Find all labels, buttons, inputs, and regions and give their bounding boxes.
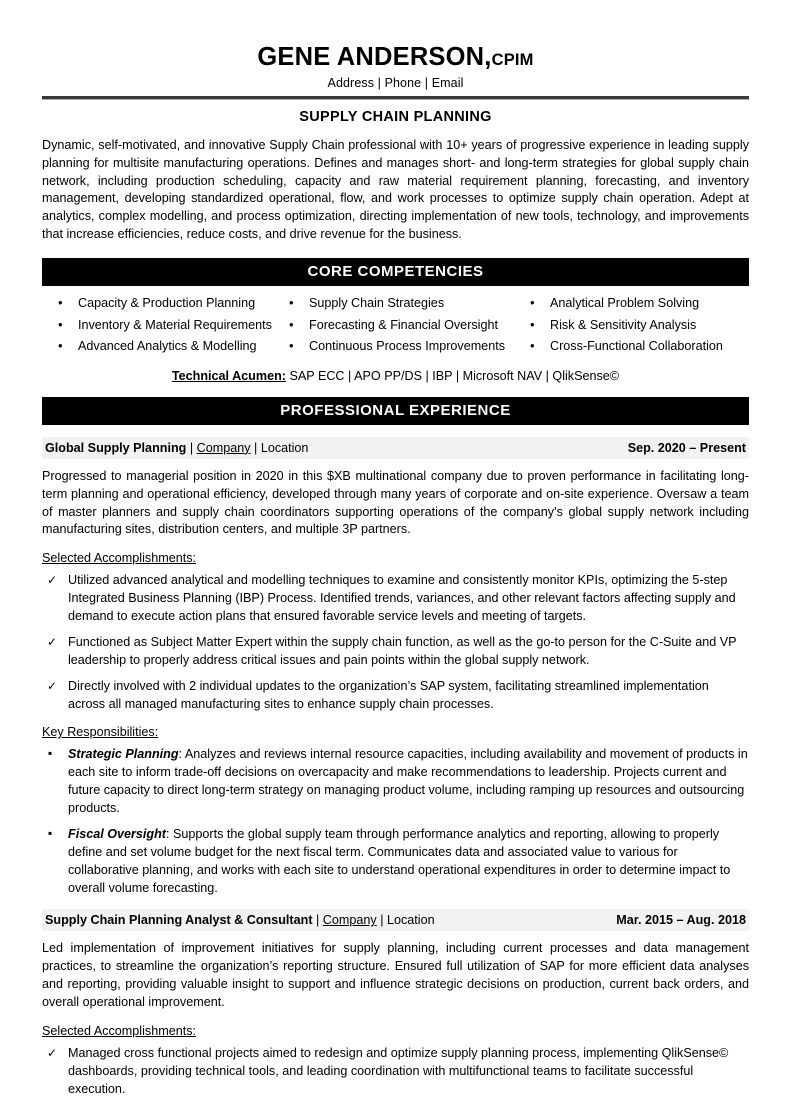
contact-line: Address | Phone | Email xyxy=(327,75,464,90)
job-summary: Led implementation of improvement initiatives for supply planning, including current processes and data management practices, to streamline the organization’s reporting structure. Ensured full utilization of SAP for more efficient data analyses and reporting, providing valuable insight to support and influence strategic decisions on production, current back orders, and overall operational improvement. xyxy=(42,941,749,1010)
accomplishments-list xyxy=(42,572,749,713)
job-summary: Progressed to managerial position in 2020 in this $XB multinational company due to proven performance in facilitating long-term planning and operational efficiency, developed through many years of corporate and on-site experience. Oversaw a team of master planners and supply chain coordinators supporting operations of the company’s global supply network including manufacturing sites, distribution centers, and multiple 3P partners. xyxy=(42,468,749,537)
list-item: ✓ Utilized advanced analytical and modelling techniques to examine and consistently monitor KPIs, optimizing the 5-step Integrated Business Planning (IBP) Process. Identified trends, variances, and other relevant factors affecting supply and demand to execute action plans that ensured favorable service levels and meeting of targets. xyxy=(42,572,749,626)
responsibility-text: : Analyzes and reviews internal resource capacities, including availability and movement of products in each site to inform trade-off decisions on overcapacity and make recommendations to leadership. Projects current and future capacity to direct long-term strategy on managing product volume, including ramping up resources and outsourcing products. xyxy=(68,747,748,816)
candidate-credential: CPIM xyxy=(491,51,534,69)
section-header-core-competencies: CORE COMPETENCIES xyxy=(42,258,749,286)
competency-column-2 xyxy=(277,297,508,362)
job-identity xyxy=(45,913,435,927)
list-item: • Advanced Analytics & Modelling xyxy=(56,340,277,362)
page-title xyxy=(42,44,749,71)
job-header xyxy=(42,909,749,931)
selected-accomplishments-heading: Selected Accomplishments: xyxy=(42,551,196,566)
separator: | xyxy=(186,440,197,455)
list-item: ✓ Functioned as Subject Matter Expert within the supply chain function, as well as the go-to person for the C-Suite and VP leadership to properly address critical issues and pain points within the global supply network. xyxy=(42,634,749,670)
competency-column-3 xyxy=(508,297,749,362)
list-item: • Continuous Process Improvements xyxy=(287,340,508,362)
competency-column-1 xyxy=(42,297,277,362)
job-dates: Mar. 2015 – Aug. 2018 xyxy=(616,913,746,928)
core-competencies-grid xyxy=(42,297,749,362)
selected-accomplishments-heading: Selected Accomplishments: xyxy=(42,1023,196,1038)
list-item: • Forecasting & Financial Oversight xyxy=(287,319,508,341)
list-item: • Risk & Sensitivity Analysis xyxy=(528,319,749,341)
responsibilities-list xyxy=(42,746,749,897)
technical-acumen-value: SAP ECC | APO PP/DS | IBP | Microsoft NAV | QlikSense© xyxy=(285,368,620,383)
job-title: Supply Chain Planning Analyst & Consultant xyxy=(45,913,313,928)
header-divider xyxy=(42,96,749,100)
job-header xyxy=(42,437,749,459)
job-identity xyxy=(45,441,308,455)
list-item xyxy=(42,826,749,898)
list-item: • Capacity & Production Planning xyxy=(56,297,277,319)
technical-acumen-label: Technical Acumen: xyxy=(171,368,286,383)
target-job-title: SUPPLY CHAIN PLANNING xyxy=(299,108,492,125)
responsibility-text: : Supports the global supply team through performance analytics and reporting, allowing to properly define and set volume budget for the next fiscal term. Communicates data and associated value to various for collaborative planning, and works with each site to understand operational expenditures in order to determine impact to overall volume forecasting. xyxy=(68,826,731,895)
technical-acumen-line xyxy=(42,369,749,383)
list-item xyxy=(42,746,749,818)
job-company: Company xyxy=(196,440,251,455)
candidate-name: GENE ANDERSON, xyxy=(257,43,492,71)
separator: | xyxy=(376,913,387,928)
list-item: ✓ Directly involved with 2 individual updates to the organization’s SAP system, facilitating streamlined implementation across all managed manufacturing sites to enhance supply chain processes. xyxy=(42,678,749,714)
job-company: Company xyxy=(322,913,377,928)
responsibility-label: Fiscal Oversight xyxy=(68,826,166,841)
job-location: Location xyxy=(386,913,435,928)
list-item: • Cross-Functional Collaboration xyxy=(528,340,749,362)
separator: | xyxy=(312,913,323,928)
professional-summary: Dynamic, self-motivated, and innovative Supply Chain professional with 10+ years of progressive experience in leading supply planning for multisite manufacturing operations. Defines and manages short- and long-term strategies for global supply chain network, including production scheduling, capacity and raw material requirement planning, forecasting, and inventory management, developing standardized operational, flow, and work processes to optimize supply chain operation. Adept at analytics, complex modelling, and process optimization, directing implementation of new tools, technology, and improvements that increase efficiencies, reduce costs, and drive revenue for the business. xyxy=(42,137,749,242)
job-title: Global Supply Planning xyxy=(45,440,187,455)
job-dates: Sep. 2020 – Present xyxy=(627,440,746,455)
section-header-professional-experience: PROFESSIONAL EXPERIENCE xyxy=(42,397,749,425)
job-location: Location xyxy=(260,440,309,455)
list-item: • Inventory & Material Requirements xyxy=(56,319,277,341)
list-item: • Analytical Problem Solving xyxy=(528,297,749,319)
separator: | xyxy=(250,440,261,455)
accomplishments-list xyxy=(42,1045,749,1099)
list-item: ✓ Managed cross functional projects aimed to redesign and optimize supply planning process, implementing QlikSense© dashboards, providing technical tools, and leading coordination with multifunctional teams to facilitate successful execution. xyxy=(42,1045,749,1099)
key-responsibilities-heading: Key Responsibilities: xyxy=(42,725,159,740)
list-item: • Supply Chain Strategies xyxy=(287,297,508,319)
responsibility-label: Strategic Planning xyxy=(68,747,179,762)
